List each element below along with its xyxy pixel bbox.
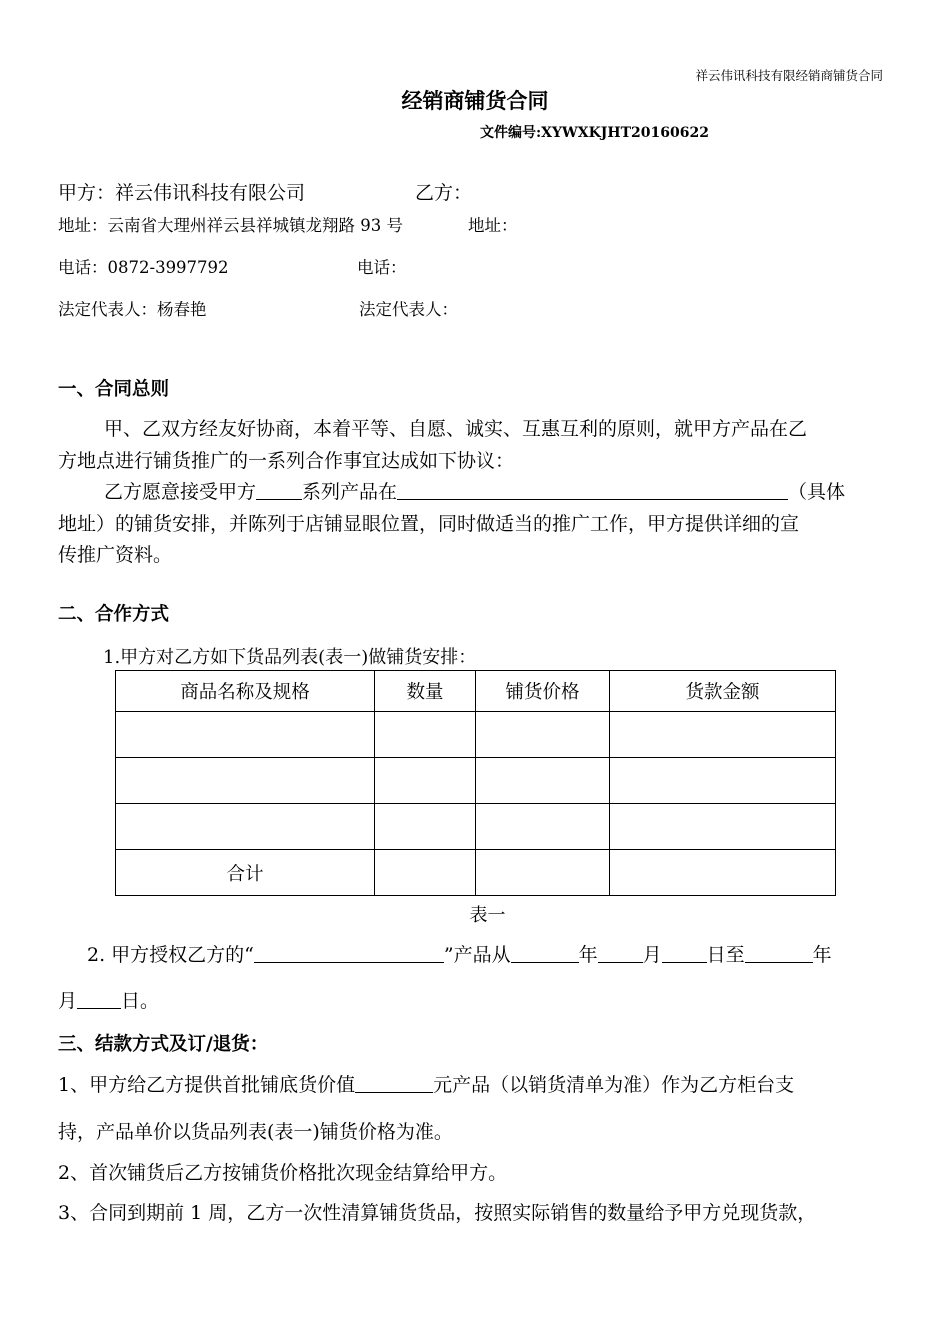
table-cell — [375, 804, 476, 850]
item2-part-b: ”产品从 — [443, 944, 511, 966]
party-a-address-value: 云南省大理州祥云县祥城镇龙翔路 93 号 — [107, 216, 403, 235]
party-b-rep-label: 法定代表人： — [359, 300, 458, 319]
party-a-phone-label: 电话： — [58, 258, 108, 277]
table-cell — [610, 804, 836, 850]
product-blank — [254, 943, 444, 963]
party-b-label: 乙方： — [415, 182, 473, 204]
table-header-cell: 数量 — [375, 671, 476, 712]
section-2-item-1: 1.甲方对乙方如下货品列表(表一)做铺货安排： — [103, 647, 477, 668]
section-2-item-2 — [87, 940, 832, 967]
table-cell — [476, 758, 610, 804]
section-1-p2-line3: 传推广资料。 — [58, 544, 173, 566]
section-1-heading: 一、合同总则 — [58, 379, 170, 400]
table-caption: 表一 — [469, 905, 506, 926]
table-row — [116, 758, 836, 804]
section-1-p2-line1 — [58, 477, 894, 509]
table-cell — [116, 804, 375, 850]
year-blank — [511, 943, 579, 963]
party-a-name — [58, 178, 305, 205]
table-cell — [116, 758, 375, 804]
party-a-rep-value: 杨春艳 — [157, 300, 207, 319]
table-cell — [375, 758, 476, 804]
section-2-heading: 二、合作方式 — [58, 604, 170, 625]
party-a-phone-value: 0872-3997792 — [107, 258, 229, 277]
item2-day-end: 日。 — [121, 990, 160, 1012]
document-number: 文件编号:XYWXKJHT20160622 — [480, 125, 709, 141]
table-header-row — [116, 671, 836, 712]
party-a-rep — [58, 296, 207, 320]
table-cell — [476, 712, 610, 758]
section-3-heading: 三、结款方式及订/退货： — [58, 1034, 269, 1055]
p2-part-b: 系列产品在 — [302, 481, 398, 503]
section-2-item-2-line2 — [58, 986, 159, 1013]
table-cell — [476, 804, 610, 850]
party-a-phone — [58, 254, 229, 278]
section-1-p2-line2: 地址）的铺货安排，并陈列于店铺显眼位置，同时做适当的推广工作，甲方提供详细的宣 — [58, 512, 800, 535]
party-a-address-label: 地址： — [58, 216, 108, 235]
party-a-rep-label: 法定代表人： — [58, 300, 157, 319]
page-title: 经销商铺货合同 — [401, 88, 549, 113]
address-blank — [397, 480, 788, 500]
section-1-p1-line2: 方地点进行铺货推广的一系列合作事宜达成如下协议： — [58, 449, 515, 472]
table-total-label: 合计 — [116, 850, 375, 896]
p2-part-a: 乙方愿意接受甲方 — [104, 481, 257, 503]
party-b-address-label: 地址： — [468, 216, 518, 235]
party-a-address — [58, 212, 403, 236]
value-blank — [355, 1073, 433, 1093]
item2-month-end: 月 — [58, 990, 78, 1012]
item2-part-a: 2. 甲方授权乙方的“ — [87, 944, 254, 966]
section-3-item-3: 3、合同到期前 1 周，乙方一次性清算铺货货品，按照实际销售的数量给予甲方兑现货款， — [58, 1202, 817, 1224]
table-cell — [375, 712, 476, 758]
table-row — [116, 804, 836, 850]
table-cell — [610, 758, 836, 804]
table-cell — [476, 850, 610, 896]
table-header-cell: 货款金额 — [610, 671, 836, 712]
table-header-cell: 铺货价格 — [476, 671, 610, 712]
party-a-company: 祥云伟讯科技有限公司 — [115, 182, 306, 204]
table-cell — [610, 850, 836, 896]
series-blank — [256, 480, 302, 500]
section-3-item-1-line2: 持，产品单价以货品列表(表一)铺货价格为准。 — [58, 1121, 453, 1143]
item2-day-to: 日至 — [706, 944, 745, 966]
month-end-blank — [77, 989, 121, 1009]
party-b-phone-label: 电话： — [357, 258, 407, 277]
header-note: 祥云伟讯科技有限经销商铺货合同 — [695, 68, 883, 83]
year-end-blank — [745, 943, 813, 963]
month-blank — [598, 943, 643, 963]
section-1-body — [58, 414, 894, 572]
section-3-item-1 — [58, 1070, 794, 1097]
s3-i1-part-a: 1、甲方给乙方提供首批铺底货价值 — [58, 1074, 356, 1096]
section-3-item-2: 2、首次铺货后乙方按铺货价格批次现金结算给甲方。 — [58, 1162, 508, 1184]
p2-part-c: （具体 — [788, 481, 846, 503]
item2-month: 月 — [642, 944, 662, 966]
s3-i1-part-b: 元产品（以销货清单为准）作为乙方柜台支 — [433, 1074, 795, 1096]
table-cell — [375, 850, 476, 896]
table-row — [116, 712, 836, 758]
party-a-label: 甲方： — [58, 182, 116, 204]
item2-year2: 年 — [812, 944, 832, 966]
table-cell — [116, 712, 375, 758]
section-1-p1-line1: 甲、乙双方经友好协商，本着平等、自愿、诚实、互惠互利的原则，就甲方产品在乙 — [104, 418, 808, 440]
goods-table — [115, 670, 836, 896]
table-total-row — [116, 850, 836, 896]
item2-year: 年 — [578, 944, 598, 966]
table-header-cell: 商品名称及规格 — [116, 671, 375, 712]
table-cell — [610, 712, 836, 758]
day-blank — [662, 943, 707, 963]
